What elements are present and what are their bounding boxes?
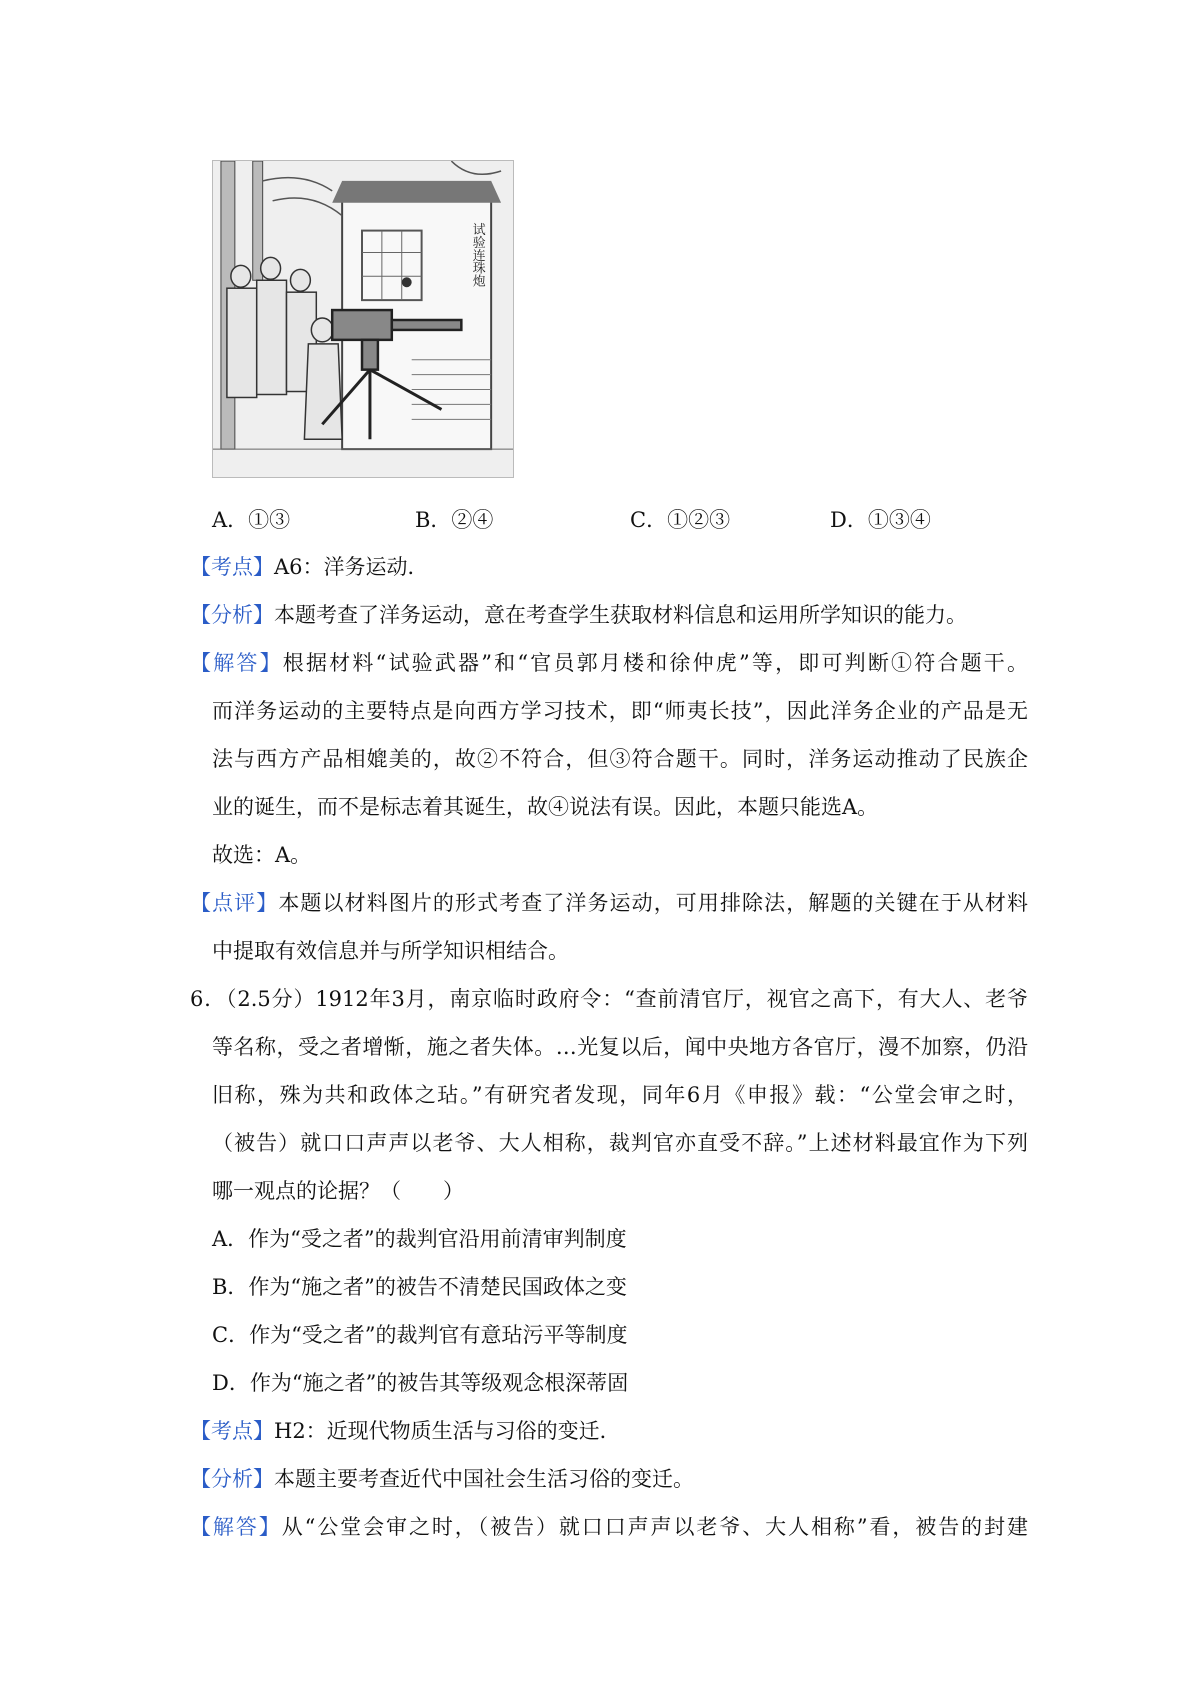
q6-kaodian (190, 1416, 621, 1446)
q6-stem-line: 6．（2.5分）1912年3月，南京临时政府令：“查前清官厅，视官之高下，有大人、老爷 (190, 987, 1028, 1011)
fenxi-text: 本题考查了洋务运动，意在考查学生获取材料信息和运用所学知识的能力。 (274, 603, 967, 627)
q6-option-b: B．作为“施之者”的被告不清楚民国政体之变 (212, 1275, 627, 1299)
q5-option-a: A．①③ (212, 508, 291, 532)
jieda-line: 业的诞生，而不是标志着其诞生，故④说法有误。因此，本题只能选A。 (212, 795, 879, 819)
q5-jieda (190, 648, 1028, 678)
q5-option-b: B．②④ (415, 508, 494, 532)
jieda-line: 根据材料“试验武器”和“官员郭月楼和徐仲虎”等，即可判断①符合题干。 (282, 651, 1028, 675)
kaodian-tag: 【考点】 (190, 555, 274, 579)
jieda-line: 而洋务运动的主要特点是向西方学习技术，即“师夷长技”，因此洋务企业的产品是无 (212, 699, 1028, 723)
dianping-tag: 【点评】 (190, 891, 279, 915)
q6-stem-line: （被告）就口口声声以老爷、大人相称，裁判官亦直受不辞。”上述材料最宜作为下列 (212, 1131, 1028, 1155)
jieda-tag: 【解答】 (190, 1515, 282, 1539)
kaodian-tag: 【考点】 (190, 1419, 274, 1443)
fenxi-tag: 【分析】 (190, 1467, 274, 1491)
q6-option-d: D．作为“施之者”的被告其等级观念根深蒂固 (212, 1371, 629, 1395)
q5-option-c: C．①②③ (630, 508, 731, 532)
q5-answer: 故选：A。 (212, 843, 312, 867)
q5-option-d: D．①③④ (830, 508, 931, 532)
dianping-line: 本题以材料图片的形式考查了洋务运动，可用排除法，解题的关键在于从材料 (278, 891, 1029, 915)
jieda-tag: 【解答】 (190, 651, 283, 675)
q5-fenxi (190, 600, 967, 630)
q6-stem-line: 哪一观点的论据？（ ） (212, 1179, 464, 1203)
fenxi-tag: 【分析】 (190, 603, 274, 627)
kaodian-text: H2：近现代物质生活与习俗的变迁． (274, 1419, 621, 1443)
q5-dianping (190, 888, 1028, 918)
dianping-line: 中提取有效信息并与所学知识相结合。 (212, 939, 569, 963)
question-illustration (212, 160, 514, 478)
q6-option-a: A．作为“受之者”的裁判官沿用前清审判制度 (212, 1227, 627, 1251)
q6-stem-line: 等名称，受之者增惭，施之者失体。…光复以后，闻中央地方各官厅，漫不加察，仍沿 (212, 1035, 1028, 1059)
illustration-inscription: 试验连珠炮 (469, 222, 485, 288)
jieda-line: 法与西方产品相媲美的，故②不符合，但③符合题干。同时，洋务运动推动了民族企 (212, 747, 1028, 771)
q6-fenxi (190, 1464, 694, 1494)
q6-option-c: C．作为“受之者”的裁判官有意玷污平等制度 (212, 1323, 628, 1347)
q6-jieda (190, 1512, 1028, 1542)
kaodian-text: A6：洋务运动． (274, 555, 429, 579)
fenxi-text: 本题主要考查近代中国社会生活习俗的变迁。 (274, 1467, 694, 1491)
jieda-text: 从“公堂会审之时，（被告）就口口声声以老爷、大人相称”看，被告的封建 (281, 1515, 1029, 1539)
q5-kaodian (190, 552, 429, 582)
q6-stem-line: 旧称，殊为共和政体之玷。”有研究者发现，同年6月《申报》载：“公堂会审之时， (212, 1083, 1028, 1107)
